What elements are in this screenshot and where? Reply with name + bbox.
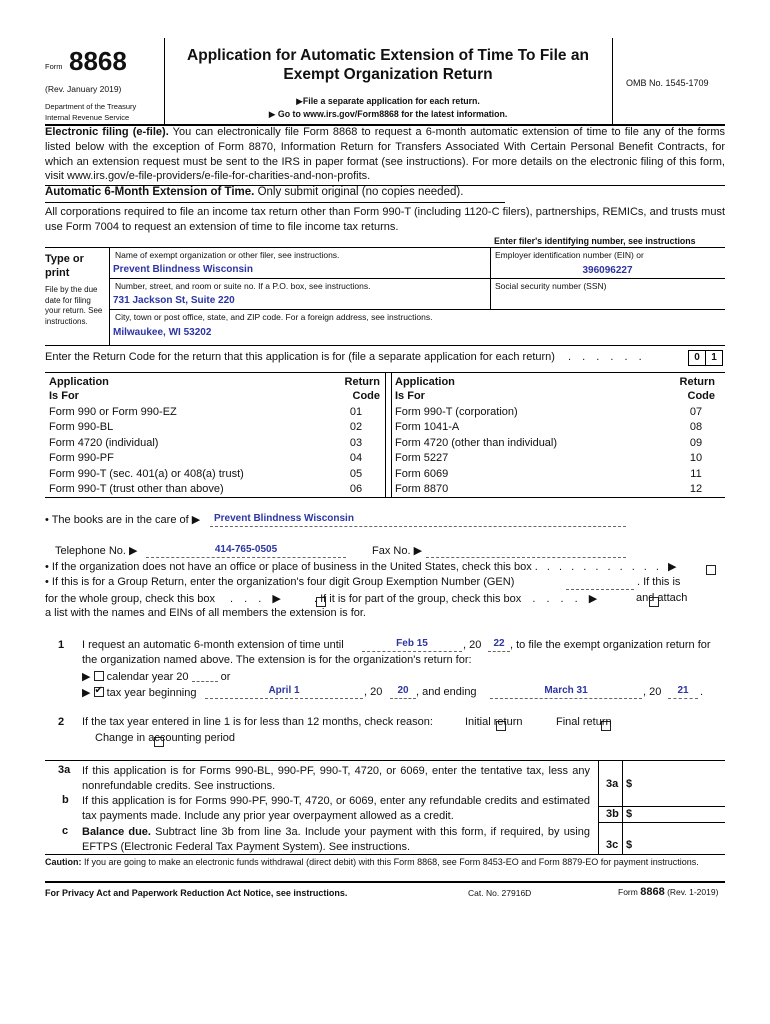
caution-block [45, 856, 725, 868]
fax-label: Fax No. ▶ [372, 545, 423, 557]
type-or-print: Type or print [45, 253, 84, 279]
line-3c-text-block [82, 825, 590, 854]
table-row [395, 404, 725, 420]
auto-heading-note: Only submit original (no copies needed). [257, 186, 464, 198]
codes-header-app-r: Application [395, 376, 455, 388]
ssn-label: Social security number (SSN) [495, 281, 607, 291]
return-code-digit-2[interactable]: 1 [705, 350, 723, 366]
department-line-1: Department of the Treasury [45, 102, 137, 111]
end-year-input[interactable] [668, 685, 698, 699]
line-1-text-b: , to file the exempt organization return for [510, 639, 711, 651]
arrow-icon: ▶ [82, 687, 91, 699]
group-line-1: • If this is for a Group Return, enter the organization's four digit Group Exemption Number (GEN) [45, 576, 515, 588]
group-line-2 [45, 592, 285, 605]
title-line-2: Exempt Organization Return [283, 66, 493, 83]
code-value: 04 [349, 452, 363, 465]
codes-header-left [49, 375, 109, 403]
table-row [395, 466, 725, 482]
end-year-value: 21 [677, 685, 689, 696]
line-1-text-a: I request an automatic 6-month extension of time until [82, 639, 344, 651]
city-input[interactable]: Milwaukee, WI 53202 [113, 327, 212, 338]
code-form: Form 990-T (sec. 401(a) or 408(a) trust) [49, 467, 244, 480]
file-by-note: File by the due date for filing your return. See instructions. [45, 285, 103, 326]
calendar-year-checkbox[interactable] [94, 671, 104, 681]
group-part-text: . If it is for part of the group, check this box [314, 593, 522, 605]
tax-year-label: tax year beginning [106, 687, 197, 699]
code-value: 10 [689, 452, 703, 465]
return-code-text: Enter the Return Code for the return that this application is for (file a separate application for each return) [45, 351, 555, 363]
fax-input[interactable] [426, 544, 626, 558]
line-3a-number: 3a [58, 764, 71, 776]
group-whole-dots: . . . ▶ [230, 593, 285, 605]
codes-header-code-right [665, 375, 715, 403]
code-value: 08 [689, 421, 703, 434]
phone-value: 414-765-0505 [214, 544, 278, 555]
line-1-number: 1 [58, 639, 65, 651]
group-attach: and attach [636, 592, 688, 604]
codes-header-return-r: Return [679, 376, 715, 388]
form-title [164, 46, 612, 84]
table-row [395, 482, 725, 498]
instruction-line-2: ▶ Go to www.irs.gov/Form8868 for the latest information. [268, 109, 508, 119]
code-form: Form 990 or Form 990-EZ [49, 405, 177, 418]
street-input[interactable]: 731 Jackson St, Suite 220 [113, 295, 235, 306]
end-dot: . [700, 686, 704, 698]
line-3b-text: If this application is for Forms 990-PF, 990-T, 4720, or 6069, enter any refundable credits and estimated tax payments made. Include any prior year overpayment allowed as a credit. [82, 795, 590, 822]
codes-header-code: Code [352, 390, 380, 402]
balance-due-label: Balance due. [82, 826, 151, 838]
table-row [395, 420, 725, 436]
code-form: Form 990-T (trust other than above) [49, 483, 224, 496]
omb-number: OMB No. 1545-1709 [626, 78, 709, 88]
name-label: Name of exempt organization or other filer, see instructions. [115, 250, 340, 260]
books-care-value: Prevent Blindness Wisconsin [214, 513, 354, 524]
until-date-input[interactable] [362, 638, 462, 652]
code-form: Form 4720 (other than individual) [395, 436, 558, 449]
table-row [49, 451, 385, 467]
code-value: 01 [349, 405, 363, 418]
group-line-3: a list with the names and EINs of all members the extension is for. [45, 607, 366, 619]
line-1-comma-20: , 20 [463, 639, 482, 651]
until-date-value: Feb 15 [396, 638, 428, 649]
auto-extension-heading [45, 186, 463, 198]
codes-header-return: Return [344, 376, 380, 388]
group-whole-text: for the whole group, check this box [45, 593, 215, 605]
group-part-dots: . . . . ▶ [532, 593, 602, 605]
calendar-year-input[interactable] [192, 670, 218, 682]
code-value: 12 [689, 483, 703, 496]
code-form: Form 990-BL [49, 421, 114, 434]
table-row [49, 404, 385, 420]
box-3c-label: 3c [606, 839, 619, 851]
arrow-icon: ▶ [82, 671, 91, 683]
caution-text: If you are going to make an electronic funds withdrawal (direct debit) with this Form 8868, see Form 8453-EO and Form 8879-EO for payment instructions. [84, 857, 699, 867]
box-3a-dollar[interactable]: $ [626, 778, 633, 790]
calendar-year-label: calendar year 20 [106, 671, 189, 683]
codes-header-right [395, 375, 455, 403]
form-label: Form [45, 62, 63, 71]
or-label: or [220, 671, 231, 683]
line-3c-number: c [62, 825, 69, 837]
codes-header-app: Application [49, 376, 109, 388]
until-year-input[interactable] [488, 638, 510, 652]
codes-table-right [395, 404, 725, 497]
line-3a-text: If this application is for Forms 990-BL, 990-PF, 990-T, 4720, or 6069, enter the tentative tax, less any nonrefundable credits. See instructions. [82, 765, 590, 792]
efile-text: You can electronically file Form 8868 to request a 6-month automatic extension of time to file any of the forms listed below with the exception of Form 8870, Information Return for Transfers Associated With Certain Personal Benefit Contracts, for which an extension request must be sent to the IRS in paper format (see instructions). For more details on the electronic filing of this form, visit www.irs.gov/e-file-providers/e-file-for-charities-and-non-profits. [45, 126, 725, 183]
auto-heading: Automatic 6-Month Extension of Time. [45, 186, 255, 198]
footer-form-number: 8868 [640, 886, 665, 898]
code-value: 09 [689, 436, 703, 449]
privacy-notice: For Privacy Act and Paperwork Reduction Act Notice, see instructions. [45, 888, 348, 898]
code-value: 05 [349, 467, 363, 480]
code-form: Form 4720 (individual) [49, 436, 159, 449]
form-number: 8868 [69, 46, 127, 76]
return-code-digit-1[interactable]: 0 [688, 350, 706, 366]
calendar-year-row [82, 670, 230, 683]
line-2-text: If the tax year entered in line 1 is for less than 12 months, check reason: [82, 716, 433, 728]
group-part-line [314, 592, 601, 605]
return-code-line [45, 351, 646, 363]
code-form: Form 990-T (corporation) [395, 405, 518, 418]
department-line-2: Internal Revenue Service [45, 113, 130, 122]
line-1-text-c: the organization named above. The extension is for the organization's return for: [82, 654, 472, 666]
phone-input[interactable] [146, 544, 346, 558]
gen-input[interactable] [566, 576, 634, 590]
street-label: Number, street, and room or suite no. If a P.O. box, see instructions. [115, 281, 371, 291]
code-form: Form 1041-A [395, 421, 460, 434]
begin-date-value: April 1 [268, 685, 300, 696]
tax-year-checkbox[interactable] [94, 687, 104, 697]
code-value: 06 [349, 483, 363, 496]
title-line-1: Application for Automatic Extension of Time To File an [187, 47, 589, 64]
books-care-label: • The books are in the care of ▶ [45, 514, 201, 526]
tax-year-row [82, 686, 197, 699]
change-accounting-label: Change in accounting period [95, 732, 236, 744]
table-row [49, 466, 385, 482]
codes-header-isfor: Is For [49, 390, 79, 402]
books-care-input[interactable] [210, 513, 626, 527]
box-3b-label: 3b [606, 808, 619, 820]
codes-table-left [49, 404, 385, 497]
begin-comma-20: , 20 [364, 686, 383, 698]
codes-header-isfor-r: Is For [395, 390, 425, 402]
catalog-number: Cat. No. 27916D [468, 888, 532, 898]
line-3c-text: Subtract line 3b from line 3a. Include your payment with this form, if required, by using EFTPS (Electronic Federal Tax Payment System). See instructions. [82, 826, 590, 853]
efile-label: Electronic filing (e-file). [45, 126, 169, 138]
phone-label: Telephone No. ▶ [55, 545, 138, 557]
no-office-line [45, 560, 680, 573]
code-form: Form 5227 [395, 452, 449, 465]
table-row [395, 451, 725, 467]
ein-label: Employer identification number (EIN) or [495, 250, 644, 260]
code-value: 02 [349, 421, 363, 434]
caution-label: Caution: [45, 857, 82, 867]
ein-input[interactable]: 396096227 [582, 265, 633, 276]
end-date-value: March 31 [544, 685, 588, 696]
code-value: 03 [349, 436, 363, 449]
city-label: City, town or post office, state, and ZIP code. For a foreign address, see instructions. [115, 312, 433, 322]
code-form: Form 8870 [395, 483, 449, 496]
initial-return-label: Initial return [465, 716, 523, 728]
end-date-input[interactable] [490, 685, 642, 699]
return-code-dots: . . . . . . [568, 351, 646, 363]
footer-form-word: Form [618, 887, 638, 897]
code-form: Form 6069 [395, 467, 449, 480]
instruction-line-1: ▶File a separate application for each return. [296, 96, 480, 106]
box-3a-label: 3a [606, 778, 619, 790]
no-office-checkbox[interactable] [706, 565, 716, 575]
begin-year-value: 20 [397, 685, 409, 696]
final-return-label: Final return [556, 716, 612, 728]
footer-revision: (Rev. 1-2019) [667, 887, 719, 897]
department [45, 101, 136, 123]
footer-form-id [618, 886, 718, 898]
begin-year-input[interactable] [390, 685, 416, 699]
revision: (Rev. January 2019) [45, 84, 122, 94]
end-comma-20: , 20 [643, 686, 662, 698]
form-instructions [164, 95, 612, 121]
table-row [395, 435, 725, 451]
line-2-number: 2 [58, 716, 65, 728]
no-office-dots: . . . . . . . . . . . ▶ [534, 561, 680, 573]
until-year-value: 22 [493, 638, 505, 649]
box-3b-dollar[interactable]: $ [626, 808, 633, 820]
table-row [49, 435, 385, 451]
form-number-block [45, 40, 163, 104]
codes-header-code-left [330, 375, 380, 403]
efile-section [45, 125, 725, 184]
table-row [49, 420, 385, 436]
box-3c-dollar[interactable]: $ [626, 839, 633, 851]
table-row [49, 482, 385, 498]
auto-extension-text: All corporations required to file an income tax return other than Form 990-T (including 1120-C filers), partnerships, REMICs, and trusts must use Form 7004 to request an extension of time to file income tax returns. [45, 206, 725, 233]
code-value: 07 [689, 405, 703, 418]
code-form: Form 990-PF [49, 452, 114, 465]
org-name-input[interactable]: Prevent Blindness Wisconsin [113, 264, 253, 275]
no-office-text: • If the organization does not have an office or place of business in the United States, check this box [45, 561, 532, 573]
line-3b-number: b [62, 794, 69, 806]
code-value: 11 [690, 467, 702, 480]
codes-header-code-r: Code [687, 390, 715, 402]
enter-filer-number: Enter filer's identifying number, see instructions [494, 236, 696, 246]
and-ending-label: , and ending [416, 686, 477, 698]
begin-date-input[interactable] [205, 685, 363, 699]
group-line-1-end: . If this is [637, 576, 681, 588]
